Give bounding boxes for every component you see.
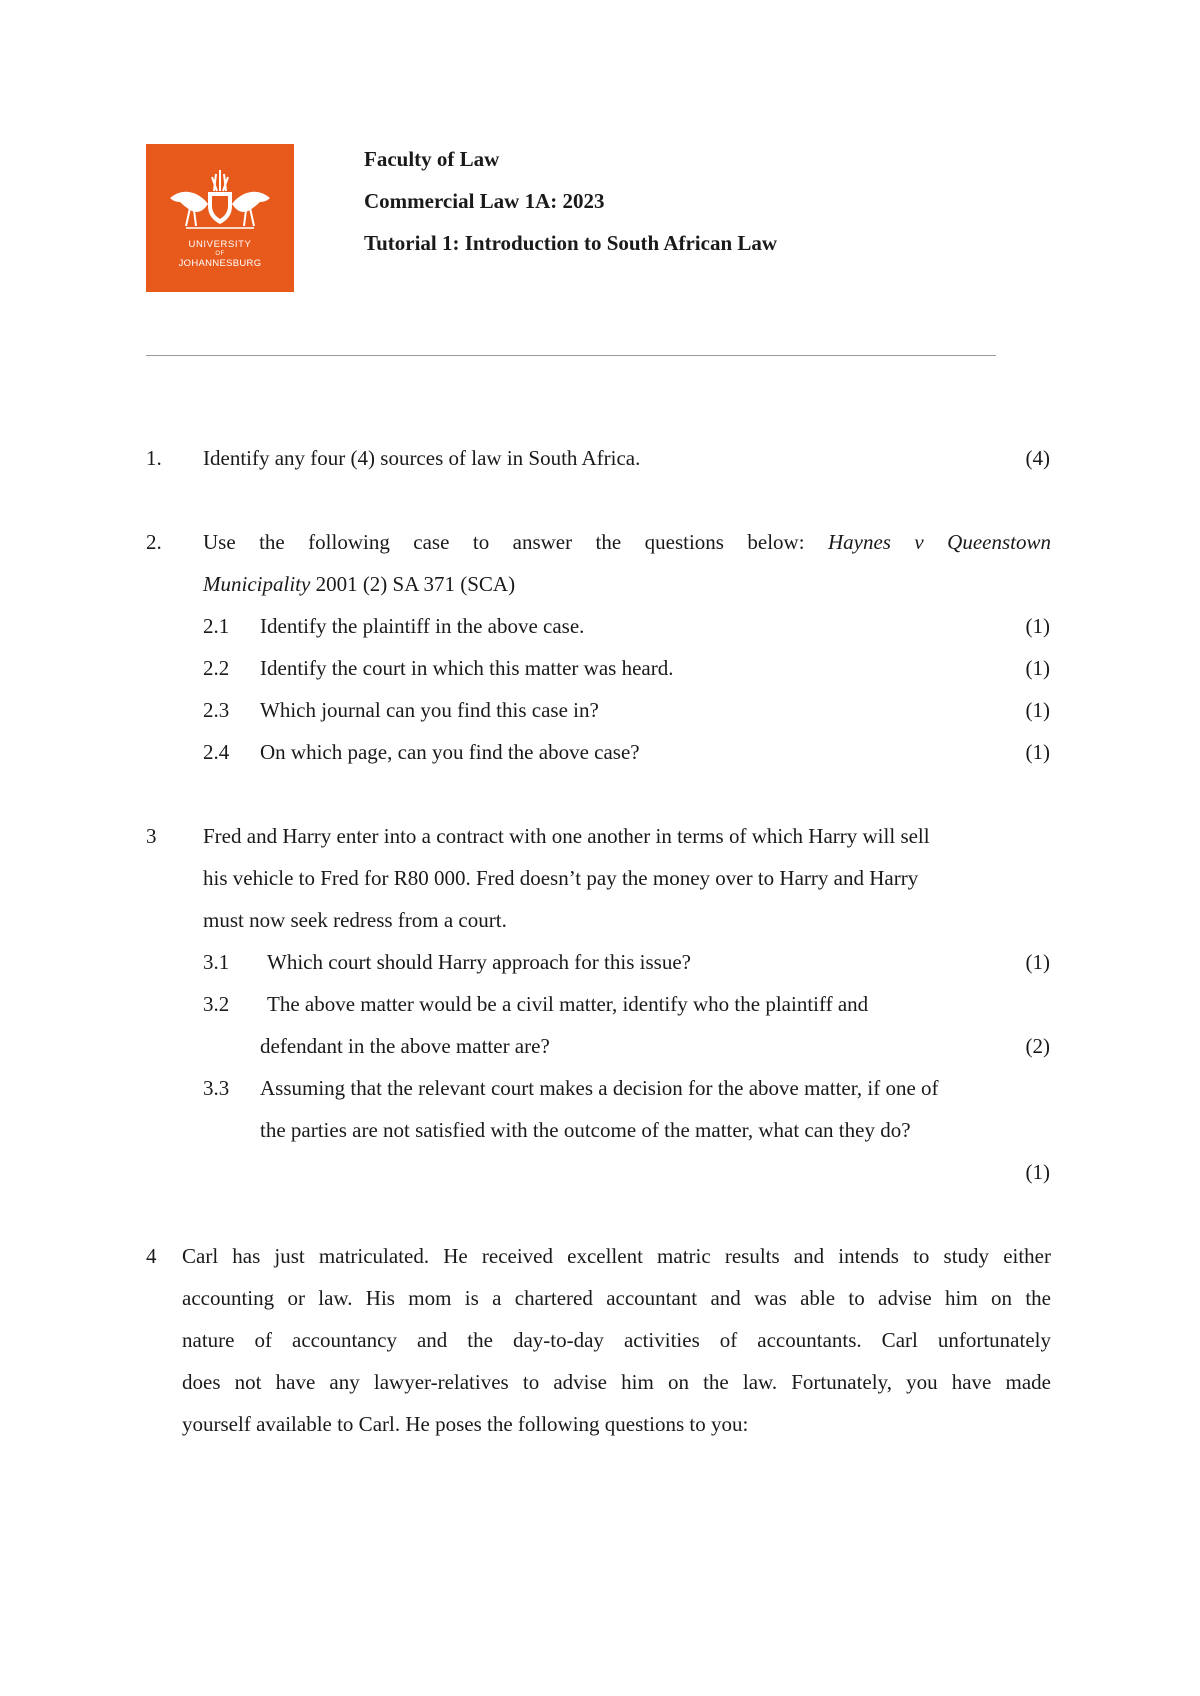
q4-number: 4 bbox=[146, 1244, 157, 1268]
q2-2-number: 2.2 bbox=[203, 656, 230, 680]
header-divider bbox=[146, 355, 996, 356]
q3-3-text-line-1: Assuming that the relevant court makes a decision for the above matter, if one of bbox=[260, 1076, 939, 1100]
q2-1-marks: (1) bbox=[1025, 614, 1050, 638]
q2-case-name-cont: Municipality bbox=[203, 572, 311, 596]
q3-line-3: must now seek redress from a court. bbox=[203, 908, 507, 932]
faculty-title: Faculty of Law bbox=[364, 147, 500, 171]
q2-citation-text: 2001 (2) SA 371 (SCA) bbox=[310, 572, 516, 596]
q3-2-marks: (2) bbox=[1025, 1034, 1050, 1058]
q3-2-number: 3.2 bbox=[203, 992, 230, 1016]
q2-1-text: Identify the plaintiff in the above case. bbox=[260, 614, 585, 638]
q2-2-text: Identify the court in which this matter was heard. bbox=[260, 656, 674, 680]
tutorial-title: Tutorial 1: Introduction to South African Law bbox=[364, 231, 778, 255]
q3-line-2: his vehicle to Fred for R80 000. Fred doesn’t pay the money over to Harry and Harry bbox=[203, 866, 919, 890]
logo-text-university: UNIVERSITY bbox=[188, 239, 252, 250]
q2-3-marks: (1) bbox=[1025, 698, 1050, 722]
q3-2-text-line-1: The above matter would be a civil matter, identify who the plaintiff and bbox=[267, 992, 869, 1016]
q2-3-text: Which journal can you find this case in? bbox=[260, 698, 599, 722]
q3-number: 3 bbox=[146, 824, 157, 848]
q4-line-5: yourself available to Carl. He poses the following questions to you: bbox=[182, 1412, 749, 1436]
q3-3-number: 3.3 bbox=[203, 1076, 230, 1100]
q2-4-number: 2.4 bbox=[203, 740, 230, 764]
q2-intro bbox=[203, 530, 1051, 555]
course-title: Commercial Law 1A: 2023 bbox=[364, 189, 605, 213]
q2-case-name: Haynes v Queenstown bbox=[828, 530, 1051, 554]
q2-number: 2. bbox=[146, 530, 162, 554]
q4-line-1: Carl has just matriculated. He received excellent matric results and intends to study either bbox=[182, 1244, 1051, 1268]
crest-icon bbox=[146, 144, 294, 292]
q3-1-text: Which court should Harry approach for this issue? bbox=[267, 950, 691, 974]
q1-text: Identify any four (4) sources of law in South Africa. bbox=[203, 446, 641, 470]
q3-2-text-line-2: defendant in the above matter are? bbox=[260, 1034, 550, 1058]
q3-3-marks: (1) bbox=[1025, 1160, 1050, 1184]
university-logo bbox=[146, 144, 294, 292]
q2-2-marks: (1) bbox=[1025, 656, 1050, 680]
q4-line-4: does not have any lawyer-relatives to advise him on the law. Fortunately, you have made bbox=[182, 1370, 1051, 1394]
q3-line-1: Fred and Harry enter into a contract with one another in terms of which Harry will sell bbox=[203, 824, 930, 848]
q4-line-2: accounting or law. His mom is a chartered accountant and was able to advise him on the bbox=[182, 1286, 1051, 1310]
q2-intro-text: Use the following case to answer the questions below: bbox=[203, 530, 828, 554]
q3-1-marks: (1) bbox=[1025, 950, 1050, 974]
q1-number: 1. bbox=[146, 446, 162, 470]
q4-line-3: nature of accountancy and the day-to-day activities of accountants. Carl unfortunately bbox=[182, 1328, 1051, 1352]
q2-3-number: 2.3 bbox=[203, 698, 230, 722]
logo-text-of: OF bbox=[215, 251, 225, 257]
q2-1-number: 2.1 bbox=[203, 614, 230, 638]
q2-4-marks: (1) bbox=[1025, 740, 1050, 764]
q3-3-text-line-2: the parties are not satisfied with the outcome of the matter, what can they do? bbox=[260, 1118, 911, 1142]
q3-1-number: 3.1 bbox=[203, 950, 230, 974]
q1-marks: (4) bbox=[1025, 446, 1050, 470]
q2-4-text: On which page, can you find the above case? bbox=[260, 740, 640, 764]
logo-text-johannesburg: JOHANNESBURG bbox=[178, 258, 262, 269]
q2-citation bbox=[203, 572, 515, 597]
